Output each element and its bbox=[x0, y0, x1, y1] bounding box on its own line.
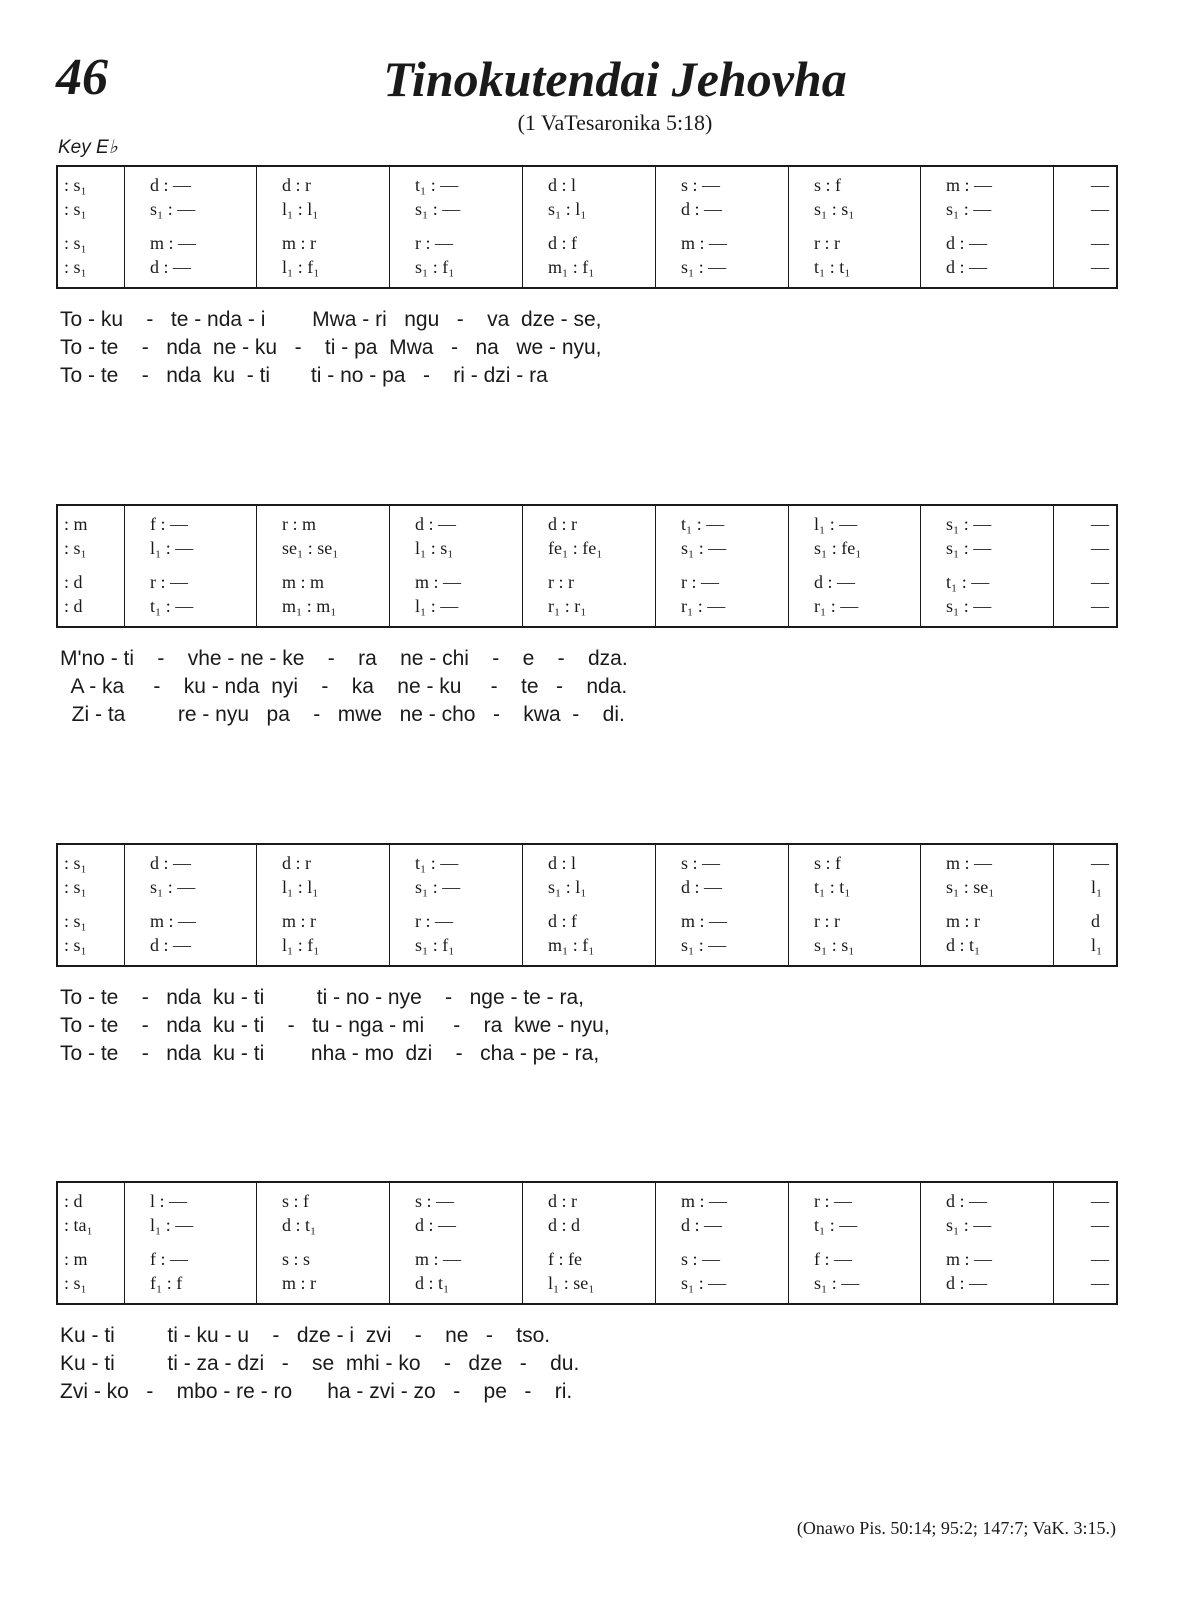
note-cell: m : — bbox=[415, 572, 462, 592]
note-cell: d : — bbox=[814, 572, 856, 592]
note-cell: l₁ : f₁ bbox=[282, 257, 320, 277]
note-cell: s₁ : l₁ bbox=[548, 199, 587, 219]
bar-line bbox=[124, 1183, 125, 1303]
note-cell: d : — bbox=[150, 935, 192, 955]
note-cell: s : f bbox=[814, 175, 841, 195]
note-cell: d : d bbox=[548, 1215, 581, 1235]
lyric-line: To - ku - te - nda - i Mwa - ri ngu - va dze - se, bbox=[60, 308, 602, 331]
note-cell: l₁ bbox=[1091, 935, 1103, 955]
note-cell: d : — bbox=[681, 877, 723, 897]
note-cell: d bbox=[1091, 911, 1100, 931]
note-cell: — bbox=[1091, 199, 1109, 219]
note-cell: t₁ : — bbox=[415, 175, 459, 195]
note-cell: d : l bbox=[548, 853, 577, 873]
bar-line bbox=[1053, 845, 1054, 965]
note-cell: — bbox=[1091, 1191, 1109, 1211]
note-cell: s : — bbox=[681, 175, 721, 195]
bar-line bbox=[256, 506, 257, 626]
note-cell: f : fe bbox=[548, 1249, 582, 1269]
bar-line bbox=[522, 845, 523, 965]
bar-line bbox=[655, 506, 656, 626]
hymn-title: Tinokutendai Jehovha bbox=[383, 51, 847, 107]
lyric-line: To - te - nda ku - ti ti - no - pa - ri - dzi - ra bbox=[60, 364, 548, 387]
note-cell: m : — bbox=[150, 233, 197, 253]
lyrics-block bbox=[60, 986, 1060, 1070]
note-cell: s₁ : s₁ bbox=[814, 935, 855, 955]
note-cell: s : f bbox=[814, 853, 841, 873]
note-cell: s₁ : se₁ bbox=[946, 877, 995, 897]
note-cell: m : — bbox=[415, 1249, 462, 1269]
note-cell: s₁ : f₁ bbox=[415, 935, 455, 955]
note-cell: m : — bbox=[150, 911, 197, 931]
note-cell: — bbox=[1091, 596, 1109, 616]
note-cell: — bbox=[1091, 1249, 1109, 1269]
hymn-number: 46 bbox=[56, 49, 108, 106]
note-cell: f : — bbox=[150, 514, 188, 534]
note-cell: — bbox=[1091, 175, 1109, 195]
note-cell: r : — bbox=[814, 1191, 852, 1211]
staff-system bbox=[56, 843, 1118, 967]
lyric-line: To - te - nda ku - ti ti - no - nye - nge - te - ra, bbox=[60, 986, 585, 1009]
note-cell: : d bbox=[64, 596, 83, 616]
note-cell: fe₁ : fe₁ bbox=[548, 538, 603, 558]
note-cell: s₁ : — bbox=[415, 199, 461, 219]
note-cell: l₁ : — bbox=[814, 514, 858, 534]
note-cell: s₁ : — bbox=[150, 199, 196, 219]
note-cell: l₁ : — bbox=[415, 596, 459, 616]
bar-line bbox=[655, 1183, 656, 1303]
note-cell: s : — bbox=[681, 853, 721, 873]
note-cell: s₁ : — bbox=[681, 935, 727, 955]
note-cell: d : f bbox=[548, 233, 577, 253]
note-cell: d : — bbox=[946, 1191, 988, 1211]
note-cell: s₁ : — bbox=[946, 514, 992, 534]
note-cell: : s₁ bbox=[64, 1273, 87, 1293]
note-cell: l₁ : — bbox=[150, 1215, 194, 1235]
bar-line bbox=[920, 1183, 921, 1303]
bar-line bbox=[256, 845, 257, 965]
note-cell: m : — bbox=[946, 853, 993, 873]
note-cell: s₁ : s₁ bbox=[814, 199, 855, 219]
note-cell: — bbox=[1091, 1273, 1109, 1293]
scripture-reference: (1 VaTesaronika 5:18) bbox=[517, 110, 713, 135]
note-cell: d : — bbox=[681, 1215, 723, 1235]
note-cell: — bbox=[1091, 233, 1109, 253]
note-cell: s₁ : — bbox=[681, 257, 727, 277]
lyrics-block bbox=[60, 1324, 1060, 1408]
note-cell: d : t₁ bbox=[282, 1215, 317, 1235]
note-cell: t₁ : — bbox=[681, 514, 725, 534]
note-cell: s₁ : — bbox=[415, 877, 461, 897]
bar-line bbox=[920, 845, 921, 965]
note-cell: s₁ : — bbox=[946, 538, 992, 558]
note-cell: l₁ : se₁ bbox=[548, 1273, 595, 1293]
note-cell: r : r bbox=[548, 572, 574, 592]
note-cell: : s₁ bbox=[64, 877, 87, 897]
note-cell: m₁ : m₁ bbox=[282, 596, 337, 616]
bar-line bbox=[522, 167, 523, 287]
bar-line bbox=[522, 1183, 523, 1303]
note-cell: r : — bbox=[415, 233, 453, 253]
note-cell: t₁ : — bbox=[946, 572, 990, 592]
note-cell: m : r bbox=[282, 1273, 316, 1293]
note-cell: d : r bbox=[548, 1191, 577, 1211]
key-signature: Key E♭ bbox=[58, 137, 118, 158]
note-cell: s : — bbox=[681, 1249, 721, 1269]
note-cell: d : — bbox=[946, 233, 988, 253]
note-cell: : s₁ bbox=[64, 935, 87, 955]
lyric-line: Ku - ti ti - ku - u - dze - i zvi - ne - tso. bbox=[60, 1324, 551, 1347]
note-cell: — bbox=[1091, 538, 1109, 558]
bar-line bbox=[124, 167, 125, 287]
bar-line bbox=[788, 506, 789, 626]
staff-system bbox=[56, 504, 1118, 628]
note-cell: r₁ : r₁ bbox=[548, 596, 587, 616]
note-cell: r : — bbox=[681, 572, 719, 592]
bar-line bbox=[920, 167, 921, 287]
note-cell: l₁ : f₁ bbox=[282, 935, 320, 955]
note-cell: f₁ : f bbox=[150, 1273, 183, 1293]
note-cell: : s₁ bbox=[64, 257, 87, 277]
note-cell: r₁ : — bbox=[681, 596, 726, 616]
note-cell: — bbox=[1091, 257, 1109, 277]
lyrics-block bbox=[60, 647, 1060, 731]
note-cell: : d bbox=[64, 1191, 83, 1211]
note-cell: d : r bbox=[282, 175, 311, 195]
note-cell: — bbox=[1091, 1215, 1109, 1235]
note-cell: — bbox=[1091, 572, 1109, 592]
note-cell: m : — bbox=[681, 233, 728, 253]
footer-references: (Onawo Pis. 50:14; 95:2; 147:7; VaK. 3:15.) bbox=[796, 1518, 1116, 1538]
note-cell: m : — bbox=[946, 1249, 993, 1269]
note-cell: s₁ : f₁ bbox=[415, 257, 455, 277]
note-cell: : s₁ bbox=[64, 853, 87, 873]
staff-system bbox=[56, 1181, 1118, 1305]
note-cell: d : — bbox=[150, 175, 192, 195]
note-cell: d : t₁ bbox=[946, 935, 981, 955]
bar-line bbox=[1053, 506, 1054, 626]
lyric-line: To - te - nda ku - ti nha - mo dzi - cha - pe - ra, bbox=[60, 1042, 600, 1065]
bar-line bbox=[788, 1183, 789, 1303]
note-cell: — bbox=[1091, 853, 1109, 873]
note-cell: t₁ : — bbox=[415, 853, 459, 873]
bar-line bbox=[389, 167, 390, 287]
note-cell: s₁ : — bbox=[946, 1215, 992, 1235]
note-cell: d : f bbox=[548, 911, 577, 931]
note-cell: d : r bbox=[548, 514, 577, 534]
note-cell: l₁ bbox=[1091, 877, 1103, 897]
bar-line bbox=[522, 506, 523, 626]
bar-line bbox=[124, 845, 125, 965]
bar-line bbox=[1053, 1183, 1054, 1303]
bar-line bbox=[655, 167, 656, 287]
note-cell: m₁ : f₁ bbox=[548, 935, 595, 955]
bar-line bbox=[124, 506, 125, 626]
note-cell: s₁ : — bbox=[681, 1273, 727, 1293]
note-cell: s : — bbox=[415, 1191, 455, 1211]
note-cell: m : r bbox=[946, 911, 980, 931]
note-cell: l₁ : s₁ bbox=[415, 538, 454, 558]
note-cell: m : m bbox=[282, 572, 325, 592]
note-cell: d : r bbox=[282, 853, 311, 873]
note-cell: : ta₁ bbox=[64, 1215, 93, 1235]
lyric-line: A - ka - ku - nda nyi - ka ne - ku - te - nda. bbox=[60, 675, 628, 698]
note-cell: m : — bbox=[681, 1191, 728, 1211]
bar-line bbox=[389, 845, 390, 965]
note-cell: r : r bbox=[814, 911, 840, 931]
note-cell: : m bbox=[64, 514, 88, 534]
note-cell: f : — bbox=[150, 1249, 188, 1269]
bar-line bbox=[256, 1183, 257, 1303]
note-cell: s₁ : — bbox=[946, 596, 992, 616]
note-cell: s₁ : — bbox=[946, 199, 992, 219]
staff-system bbox=[56, 165, 1118, 289]
note-cell: d : — bbox=[946, 257, 988, 277]
note-cell: t₁ : t₁ bbox=[814, 877, 851, 897]
lyric-line: M'no - ti - vhe - ne - ke - ra ne - chi - e - dza. bbox=[60, 647, 628, 670]
note-cell: : s₁ bbox=[64, 199, 87, 219]
lyric-line: To - te - nda ne - ku - ti - pa Mwa - na we - nyu, bbox=[60, 336, 602, 359]
lyric-line: Zi - ta re - nyu pa - mwe ne - cho - kwa - di. bbox=[60, 703, 625, 726]
note-cell: : s₁ bbox=[64, 538, 87, 558]
note-cell: l₁ : l₁ bbox=[282, 877, 319, 897]
note-cell: r : — bbox=[415, 911, 453, 931]
note-cell: d : — bbox=[415, 1215, 457, 1235]
note-cell: m : r bbox=[282, 911, 316, 931]
note-cell: s : f bbox=[282, 1191, 309, 1211]
note-cell: r : r bbox=[814, 233, 840, 253]
bar-line bbox=[788, 167, 789, 287]
note-cell: m : r bbox=[282, 233, 316, 253]
bar-line bbox=[256, 167, 257, 287]
lyrics-block bbox=[60, 308, 1060, 392]
note-cell: : s₁ bbox=[64, 175, 87, 195]
note-cell: l₁ : l₁ bbox=[282, 199, 319, 219]
note-cell: s₁ : fe₁ bbox=[814, 538, 862, 558]
note-cell: t₁ : — bbox=[150, 596, 194, 616]
note-cell: : d bbox=[64, 572, 83, 592]
bar-line bbox=[1053, 167, 1054, 287]
note-cell: d : — bbox=[415, 514, 457, 534]
note-cell: r₁ : — bbox=[814, 596, 859, 616]
note-cell: d : — bbox=[150, 257, 192, 277]
lyric-line: Zvi - ko - mbo - re - ro ha - zvi - zo - pe - ri. bbox=[60, 1380, 573, 1403]
note-cell: d : — bbox=[946, 1273, 988, 1293]
note-cell: d : t₁ bbox=[415, 1273, 450, 1293]
lyric-line: Ku - ti ti - za - dzi - se mhi - ko - dze - du. bbox=[60, 1352, 580, 1375]
note-cell: s₁ : — bbox=[814, 1273, 860, 1293]
note-cell: m : — bbox=[681, 911, 728, 931]
bar-line bbox=[389, 506, 390, 626]
bar-line bbox=[788, 845, 789, 965]
note-cell: s₁ : — bbox=[150, 877, 196, 897]
note-cell: l₁ : — bbox=[150, 538, 194, 558]
note-cell: d : — bbox=[150, 853, 192, 873]
note-cell: se₁ : se₁ bbox=[282, 538, 339, 558]
note-cell: r : — bbox=[150, 572, 188, 592]
note-cell: l : — bbox=[150, 1191, 188, 1211]
note-cell: : m bbox=[64, 1249, 88, 1269]
lyric-line: To - te - nda ku - ti - tu - nga - mi - ra kwe - nyu, bbox=[60, 1014, 610, 1037]
note-cell: t₁ : t₁ bbox=[814, 257, 851, 277]
note-cell: m : — bbox=[946, 175, 993, 195]
note-cell: s₁ : l₁ bbox=[548, 877, 587, 897]
note-cell: — bbox=[1091, 514, 1109, 534]
note-cell: m₁ : f₁ bbox=[548, 257, 595, 277]
note-cell: s₁ : — bbox=[681, 538, 727, 558]
note-cell: t₁ : — bbox=[814, 1215, 858, 1235]
note-cell: s : s bbox=[282, 1249, 311, 1269]
bar-line bbox=[655, 845, 656, 965]
bar-line bbox=[920, 506, 921, 626]
note-cell: r : m bbox=[282, 514, 316, 534]
note-cell: d : — bbox=[681, 199, 723, 219]
note-cell: d : l bbox=[548, 175, 577, 195]
note-cell: : s₁ bbox=[64, 911, 87, 931]
note-cell: f : — bbox=[814, 1249, 852, 1269]
bar-line bbox=[389, 1183, 390, 1303]
note-cell: : s₁ bbox=[64, 233, 87, 253]
